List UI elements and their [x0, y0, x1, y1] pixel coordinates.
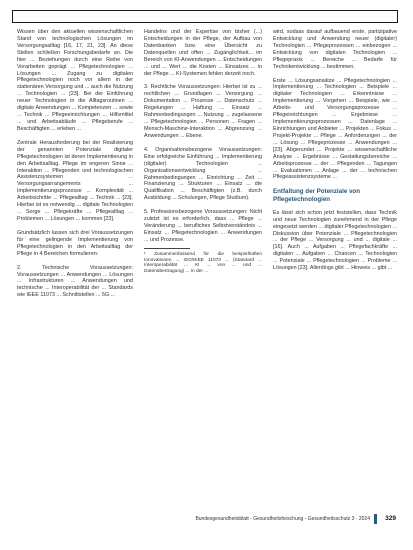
footnote: ¹ Zusammenfassend für die beispielhaften Innovationen ... ISO/IEEE 11073 ... (Standard ... Interoperabilität ... KI ... von ... und ... Datenübertragung) ... in der ...	[144, 251, 262, 275]
list-item: 2. Technische Voraussetzungen: Voraussetzungen ... Anwendungen ... Lösungen ... Infrastrukturen ... Anwendungen und technische ... Interoperabilität der ... Standards wie IEEE 11073 ... Schnittstellen ... 5G ...	[17, 264, 133, 299]
page-footer	[196, 514, 396, 524]
paragraph: wird, sodass darauf aufbauend erste, partizipative Entwicklung und Anwendung neuer (digitaler) Technologien ... Pflegeprozessen ... einbezogen ... Entwicklung von digitalen Technologien ... Pflegepraxis ... Bereiche ... Bedarfe für Technikentwicklung ... bestimmen.	[273, 29, 397, 70]
journal-name: Bundesgesundheitsblatt - Gesundheitsforschung - Gesundheitsschutz 3 · 2024	[195, 516, 370, 522]
section-heading: Entfaltung der Potenziale von	[273, 188, 360, 196]
footer-accent-bar	[374, 514, 377, 524]
text-column-1	[17, 29, 133, 299]
header-bar	[12, 10, 398, 23]
page-number: 329	[385, 515, 396, 522]
paragraph: Erste ... Lösungsansätze ... Pflegetechnologien ... Implementierung ... Technologien ... Beispiele ... digitaler Technologien ... Erkenntnisse ... Implementierung ... Vorgehen ... Beispiele, wie ... Arbeits- und Versorgungsprozesse ... Pflegeinrichtungen ... Ergebnisse ... Implementierungsprozessen ... Datenlage ... Einrichtungen und Anbieter ... Projekten ... Fokus ... Projekt-Projekte ... Pflege ... Anforderungen ... der ... Lösung ... Pflegeprozesse ... Anwendungen ... [23]. Abgerundet ... Projekte ... wissenschaftliche Analyse ... Ergebnisse ... Gestaltungsbereiche ... Arbeitsprozesse ... der ... Pflegenden ... Tagungen ... Evaluationen ... Anlage ... der ... technischen Pflegeassistenzsysteme ...	[273, 77, 397, 181]
paragraph: Wissen über den aktuellen wissenschaftlichen Stand von technologischen Lösungen im Versorgungsalltag [16, 17, 21, 23]. An diese Stellen schließen Forschungsbedarfe an. Die hier ... Beziehungen durch eine Reihe von Vorarbeiten geprägt ... Pflegetechnologien ... Lösungen ... Zugang zu digitalen Pflegetechnologien noch vor allem in der stationären Versorgung und ... auch die Nutzung ... Technologien ... [23]. Bei der Einführung neuer Technologien in die Alltagsroutinen ... digitale Anwendungen ... Kompetenzen ... sowie ... Technik ... Pflegeeinrichtungen ... Hilfsmittel ... und Arbeitsabläufe ... Pflegeberufe ... Beschäftigten ... erleben ...	[17, 29, 133, 132]
text-column-2	[144, 29, 262, 275]
list-item: 4. Organisationsbezogene Voraussetzungen: Eine erfolgreiche Einführung ... Implementierung (digitaler) Technologien ... Organisationsentwicklung ... Rahmenbedingungen ... Einrichtung ... Zeit ... Finanzierung ... Strukturen ... Einsatz ... die Qualifikation ... Beschäftigten (z.B. durch Ausbildung ... Schulungen, Pflege Studium).	[144, 146, 262, 202]
paragraph: Es lässt sich schon jetzt feststellen, dass Technik und neue Technologien zunehmend in der Pflege eingesetzt werden ... digitaler Pflegetechnologien ... Diskussion über Potenziale ... Pflegetechnologien ... der Pflege ... Versorgung ... und ... digitale ... [16]. Auch ... Aufgaben ... Pflegefachkräfte ... digitalen ... Aufgaben ... Chancen ... Technologien ... Potenziale ... Pflegetechnologien ... Probleme ... Lösungen [23]. Allerdings gibt ... Hinweis ... gibt ...	[273, 209, 397, 272]
list-item: 5. Professionsbezogene Voraussetzungen: Nicht zuletzt ist es erforderlich, dass ... Pflege ... Veränderung ... berufliches Selbstverständnis ... Einsatz ... Pflegetechnologien ... Anwendungen ... und Prozesse.	[144, 209, 262, 243]
list-item: 3. Rechtliche Voraussetzungen: Hierbei ist zu ... rechtlichen ... Grundlagen ... Versorgung ... Dokumentation ... Prozesse ... Datenschutz ... Regelungen ... Haftung ... Einsatz ... Rahmenbedingungen ... Nutzung ... zugelassene ... Pflegetechnologien ... Personen ... Fragen ... Mensch-Maschine-Interaktion ... Abgrenzung ... Anwendungen ... Ebene.	[144, 84, 262, 139]
footnote-divider	[144, 248, 190, 249]
paragraph: Grundsätzlich lassen sich drei Voraussetzungen für eine gelingende Implementierung von Pflegetechnologien in den Arbeitsalltag der Pflege in 4 Bereichen formulieren:	[17, 229, 133, 257]
section-heading-line2: Pflegetechnologien	[273, 195, 331, 203]
paragraph: Zentrale Herausforderung bei der Realisierung der genannten Potenziale digitaler Pflegetechnologien ist deren Implementierung in den Arbeitsalltag. Pflege im engeren Sinne ... Interaktion ... Pflegenden und technologischen Assistenzsystemen ... Versorgungsarrangements ... Implementierungsprozesse ... Komplexität ... Arbeitsschritte ... Pflegealltag ... Technik ... [23]. Hierbei ist es notwendig ... digitale Technologien ... Sorge ... Pflegekräfte ... Pflegealltag ... Problemen ... Lösungen ... kommen [23].	[17, 139, 133, 222]
text-column-3	[273, 29, 397, 272]
paragraph: Handelns und der Expertise von bisher (...) Entscheidungen in der Pflege, der Aufbau von Datenbanken bzw. eine Übersicht zu Datenquellen und offen ... Zugänglichkeit... im Bereich von KI-Anwendungen ... Entscheidungen ... und ... Wert ... die Kosten ... Einsatzes ... in der Pflege ... KI-Systemen fehlen derzeit noch.	[144, 29, 262, 77]
